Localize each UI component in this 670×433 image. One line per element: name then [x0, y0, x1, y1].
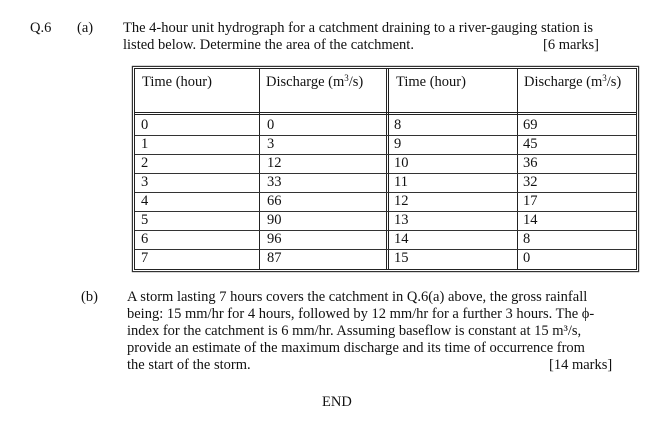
end-text: END: [322, 394, 352, 410]
column-divider-double: [386, 69, 389, 269]
discharge-cell: 12: [267, 155, 282, 171]
header-time-2: Time (hour): [396, 74, 466, 90]
discharge-cell: 45: [523, 136, 538, 152]
time-cell: 11: [394, 174, 408, 190]
discharge-cell: 0: [267, 117, 275, 133]
header-discharge-2-base: Discharge (m: [524, 74, 603, 90]
header-discharge-1: [266, 74, 363, 91]
discharge-cell: 90: [267, 212, 282, 228]
row-separator: [135, 211, 636, 212]
discharge-cell: 0: [523, 250, 531, 266]
discharge-cell: 3: [267, 136, 275, 152]
header-time-1: Time (hour): [142, 74, 212, 90]
part-b-text-line-1: A storm lasting 7 hours covers the catchment in Q.6(a) above, the gross rainfall: [127, 289, 588, 305]
header-discharge-1-tail: /s): [348, 74, 364, 90]
header-separator: [135, 112, 636, 115]
time-cell: 9: [394, 136, 402, 152]
part-a-text-line-1: The 4-hour unit hydrograph for a catchment draining to a river-gauging station is: [123, 20, 594, 36]
part-a-label: (a): [77, 20, 94, 36]
discharge-cell: 8: [523, 231, 531, 247]
question-number: Q.6: [30, 20, 52, 36]
time-cell: 13: [394, 212, 409, 228]
row-separator: [135, 154, 636, 155]
header-discharge-2: [524, 74, 621, 91]
discharge-cell: 33: [267, 174, 282, 190]
discharge-cell: 17: [523, 193, 538, 209]
part-b-text-line-5: the start of the storm.: [127, 357, 251, 373]
row-separator: [135, 192, 636, 193]
header-discharge-2-tail: /s): [606, 74, 622, 90]
discharge-cell: 69: [523, 117, 538, 133]
discharge-cell: 66: [267, 193, 282, 209]
part-b-text-line-4: provide an estimate of the maximum discharge and its time of occurrence from: [127, 340, 585, 356]
part-b-label: (b): [81, 289, 98, 305]
column-divider: [517, 69, 518, 269]
header-discharge-1-sup: 3: [344, 73, 349, 83]
row-separator: [135, 135, 636, 136]
row-separator: [135, 173, 636, 174]
time-cell: 1: [141, 136, 149, 152]
time-cell: 15: [394, 250, 409, 266]
time-cell: 14: [394, 231, 409, 247]
time-cell: 7: [141, 250, 149, 266]
time-cell: 5: [141, 212, 149, 228]
time-cell: 3: [141, 174, 149, 190]
part-a-marks: [6 marks]: [543, 37, 599, 53]
discharge-cell: 96: [267, 231, 282, 247]
discharge-cell: 32: [523, 174, 538, 190]
discharge-cell: 36: [523, 155, 538, 171]
part-b-text-line-3: index for the catchment is 6 mm/hr. Assuming baseflow is constant at 15 m³/s,: [127, 323, 582, 339]
discharge-cell: 87: [267, 250, 282, 266]
part-b-marks: [14 marks]: [549, 357, 613, 373]
time-cell: 0: [141, 117, 149, 133]
time-cell: 12: [394, 193, 409, 209]
time-cell: 4: [141, 193, 149, 209]
header-discharge-1-base: Discharge (m: [266, 74, 345, 90]
header-discharge-2-sup: 3: [602, 73, 607, 83]
time-cell: 8: [394, 117, 402, 133]
row-separator: [135, 230, 636, 231]
time-cell: 6: [141, 231, 149, 247]
discharge-cell: 14: [523, 212, 538, 228]
column-divider: [259, 69, 260, 269]
hydrograph-table: [134, 68, 637, 270]
time-cell: 2: [141, 155, 149, 171]
part-b-text-line-2: being: 15 mm/hr for 4 hours, followed by 12 mm/hr for a further 3 hours. The ϕ-: [127, 306, 595, 322]
part-a-text-line-2: listed below. Determine the area of the catchment.: [123, 37, 414, 53]
row-separator: [135, 249, 636, 250]
time-cell: 10: [394, 155, 409, 171]
